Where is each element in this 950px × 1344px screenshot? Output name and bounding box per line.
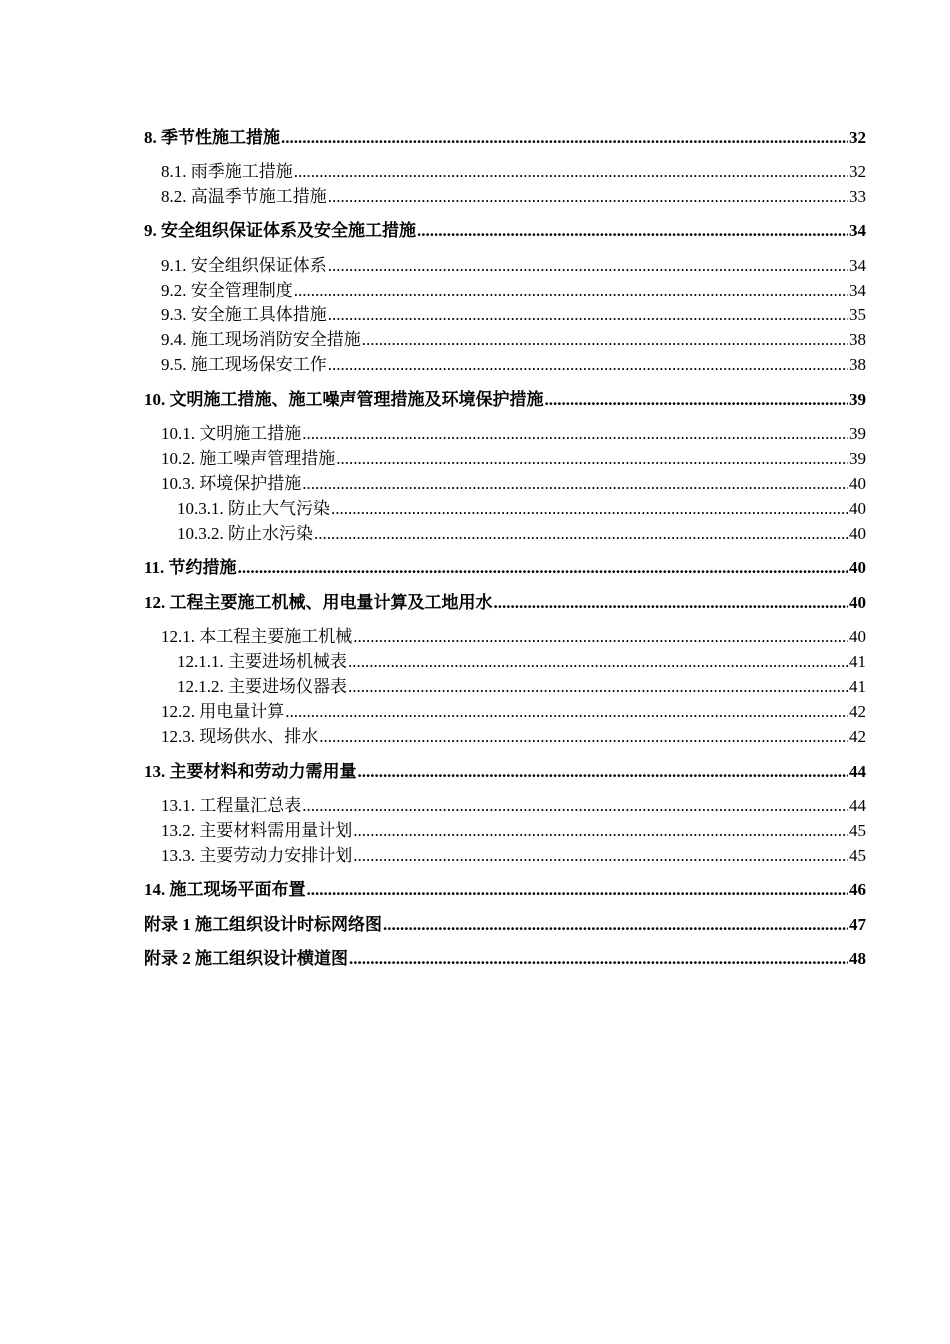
toc-dot-leader (307, 879, 849, 901)
toc-entry-title: 9.4. 施工现场消防安全措施 (161, 330, 361, 349)
toc-dot-leader (349, 948, 848, 970)
toc-dot-leader (545, 389, 849, 411)
toc-dot-leader (328, 186, 848, 208)
toc-dot-leader (319, 726, 848, 748)
toc-entry-title: 10. 文明施工措施、施工噪声管理措施及环境保护措施 (144, 390, 544, 409)
toc-entry-title: 12. 工程主要施工机械、用电量计算及工地用水 (144, 593, 493, 612)
toc-entry[interactable] (0, 186, 866, 208)
toc-page-number: 40 (849, 627, 866, 646)
toc-entry-title: 9.5. 施工现场保安工作 (161, 355, 327, 374)
toc-page-number: 34 (849, 281, 866, 300)
toc-dot-leader (302, 423, 848, 445)
toc-entry-title: 12.2. 用电量计算 (161, 702, 285, 721)
toc-entry-title: 13.1. 工程量汇总表 (161, 796, 302, 815)
toc-page-number: 40 (849, 474, 866, 493)
toc-dot-leader (294, 280, 848, 302)
toc-dot-leader (362, 329, 848, 351)
toc-entry[interactable] (0, 329, 866, 351)
toc-entry-title: 13.3. 主要劳动力安排计划 (161, 846, 353, 865)
toc-entry-title: 10.3. 环境保护措施 (161, 474, 302, 493)
toc-entry-title: 12.1.1. 主要进场机械表 (177, 652, 347, 671)
toc-entry-title: 11. 节约措施 (144, 558, 237, 577)
toc-entry[interactable] (0, 879, 866, 901)
toc-entry-title: 10.2. 施工噪声管理措施 (161, 449, 336, 468)
toc-entry[interactable] (0, 523, 866, 545)
toc-page-number: 40 (849, 524, 866, 543)
toc-page-number: 40 (849, 593, 866, 612)
toc-page-number: 44 (849, 796, 866, 815)
toc-entry[interactable] (0, 701, 866, 723)
toc-page-number: 40 (849, 558, 866, 577)
toc-entry-title: 12.1. 本工程主要施工机械 (161, 627, 353, 646)
toc-dot-leader (383, 914, 848, 936)
toc-entry-title: 附录 2 施工组织设计横道图 (144, 949, 348, 968)
toc-dot-leader (348, 676, 848, 698)
toc-entry[interactable] (0, 161, 866, 183)
toc-entry[interactable] (0, 795, 866, 817)
toc-page-number: 41 (849, 652, 866, 671)
toc-page-number: 42 (849, 702, 866, 721)
toc-entry[interactable] (0, 255, 866, 277)
toc-dot-leader (353, 626, 848, 648)
toc-entry[interactable] (0, 423, 866, 445)
toc-page-number: 34 (849, 256, 866, 275)
toc-page-number: 45 (849, 821, 866, 840)
toc-entry[interactable] (0, 498, 866, 520)
toc-page-number: 40 (849, 499, 866, 518)
toc-dot-leader (494, 592, 849, 614)
toc-entry-title: 12.3. 现场供水、排水 (161, 727, 319, 746)
toc-page-number: 48 (849, 949, 866, 968)
toc-dot-leader (328, 304, 848, 326)
toc-page-number: 39 (849, 424, 866, 443)
toc-dot-leader (331, 498, 848, 520)
toc-entry[interactable] (0, 557, 866, 579)
toc-entry-title: 8.2. 高温季节施工措施 (161, 187, 327, 206)
toc-entry[interactable] (0, 354, 866, 376)
toc-page-number: 45 (849, 846, 866, 865)
toc-entry[interactable] (0, 761, 866, 783)
toc-entry[interactable] (0, 626, 866, 648)
toc-entry-title: 9. 安全组织保证体系及安全施工措施 (144, 221, 416, 240)
toc-dot-leader (353, 820, 848, 842)
toc-dot-leader (314, 523, 848, 545)
toc-page-number: 42 (849, 727, 866, 746)
toc-page-number: 39 (849, 449, 866, 468)
toc-entry[interactable] (0, 220, 866, 242)
toc-entry-title: 10.1. 文明施工措施 (161, 424, 302, 443)
toc-entry[interactable] (0, 820, 866, 842)
toc-entry[interactable] (0, 914, 866, 936)
toc-entry-title: 10.3.1. 防止大气污染 (177, 499, 330, 518)
toc-entry[interactable] (0, 592, 866, 614)
toc-dot-leader (302, 795, 848, 817)
toc-entry-title: 8. 季节性施工措施 (144, 128, 280, 147)
toc-entry[interactable] (0, 948, 866, 970)
toc-page-number: 46 (849, 880, 866, 899)
toc-dot-leader (348, 651, 848, 673)
toc-entry[interactable] (0, 304, 866, 326)
toc-entry[interactable] (0, 448, 866, 470)
toc-dot-leader (302, 473, 848, 495)
toc-page-number: 34 (849, 221, 866, 240)
toc-entry-title: 9.3. 安全施工具体措施 (161, 305, 327, 324)
toc-entry-title: 8.1. 雨季施工措施 (161, 162, 293, 181)
toc-entry-title: 14. 施工现场平面布置 (144, 880, 306, 899)
toc-entry-title: 10.3.2. 防止水污染 (177, 524, 313, 543)
toc-entry-title: 9.2. 安全管理制度 (161, 281, 293, 300)
toc-entry[interactable] (0, 473, 866, 495)
toc-page-number: 39 (849, 390, 866, 409)
toc-dot-leader (285, 701, 848, 723)
toc-entry[interactable] (0, 726, 866, 748)
toc-page-number: 41 (849, 677, 866, 696)
toc-entry[interactable] (0, 127, 866, 149)
toc-entry-title: 13.2. 主要材料需用量计划 (161, 821, 353, 840)
toc-entry-title: 13. 主要材料和劳动力需用量 (144, 762, 357, 781)
toc-page-number: 38 (849, 355, 866, 374)
toc-page-number: 35 (849, 305, 866, 324)
toc-page-number: 33 (849, 187, 866, 206)
toc-dot-leader (238, 557, 848, 579)
toc-dot-leader (281, 127, 848, 149)
toc-entry[interactable] (0, 280, 866, 302)
toc-entry-title: 9.1. 安全组织保证体系 (161, 256, 327, 275)
toc-dot-leader (353, 845, 848, 867)
toc-dot-leader (328, 255, 848, 277)
toc-entry[interactable] (0, 676, 866, 698)
toc-page-number: 32 (849, 128, 866, 147)
toc-dot-leader (358, 761, 849, 783)
toc-page-number: 44 (849, 762, 866, 781)
toc-page-number: 38 (849, 330, 866, 349)
toc-entry-title: 12.1.2. 主要进场仪器表 (177, 677, 347, 696)
toc-dot-leader (294, 161, 848, 183)
toc-dot-leader (336, 448, 848, 470)
toc-page-number: 47 (849, 915, 866, 934)
toc-dot-leader (328, 354, 848, 376)
toc-entry-title: 附录 1 施工组织设计时标网络图 (144, 915, 382, 934)
toc-entry[interactable] (0, 389, 866, 411)
toc-page-number: 32 (849, 162, 866, 181)
toc-entry[interactable] (0, 651, 866, 673)
toc-dot-leader (417, 220, 848, 242)
toc-entry[interactable] (0, 845, 866, 867)
